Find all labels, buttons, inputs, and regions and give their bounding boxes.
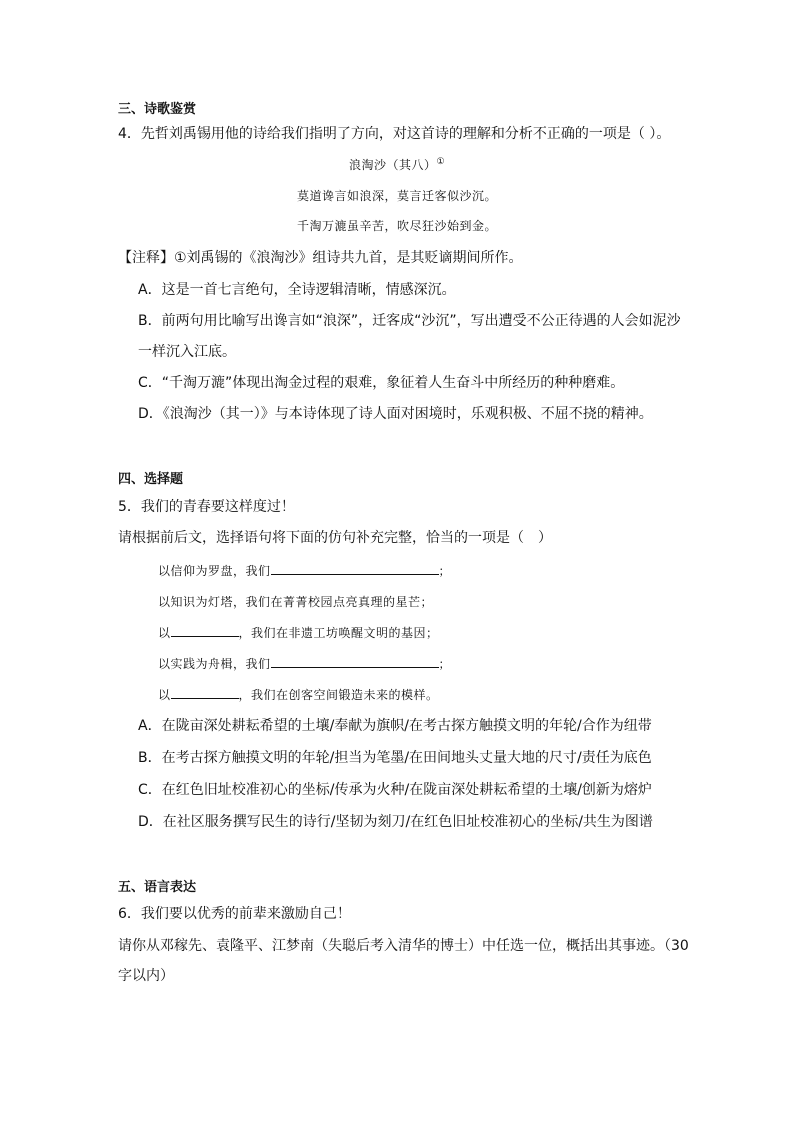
question-4-stem: 4．先哲刘禹锡用他的诗给我们指明了方向，对这首诗的理解和分析不正确的一项是（ ）。 xyxy=(118,126,671,142)
parallel-sentence-4 xyxy=(158,655,451,673)
question-5-instruction: 请根据前后文，选择语句将下面的仿句补充完整，恰当的一项是（ ） xyxy=(118,530,552,546)
poem-line-1: 莫道谗言如浪深，莫言迁客似沙沉。 xyxy=(296,189,497,203)
q5-option-a: A．在陇亩深处耕耘希望的土壤/奉献为旗帜/在考古探方触摸文明的年轮/合作为纽带 xyxy=(138,718,652,734)
sentence-1-end: ； xyxy=(438,564,452,578)
parallel-sentence-1 xyxy=(158,562,451,580)
answer-blank-2 xyxy=(171,624,239,637)
question-6-instruction: 请你从邓稼先、袁隆平、江梦南（失聪后考入清华的博士）中任选一位，概括出其事迹。（30 xyxy=(118,938,689,954)
section-heading-choice: 四、选择题 xyxy=(118,472,184,487)
sentence-4-start: 以实践为舟楫，我们 xyxy=(158,657,271,671)
q4-option-b-continued: 一样沉入江底。 xyxy=(138,344,236,360)
q4-option-c: C．“千淘万漉”体现出淘金过程的艰难，象征着人生奋斗中所经历的种种磨难。 xyxy=(138,375,625,391)
sentence-5-start: 以 xyxy=(158,688,171,702)
q5-option-c: C．在红色旧址校准初心的坐标/传承为火种/在陇亩深处耕耘希望的土壤/创新为熔炉 xyxy=(138,782,652,798)
sentence-1-start: 以信仰为罗盘，我们 xyxy=(158,564,271,578)
q4-option-a: A．这是一首七言绝句，全诗逻辑清晰，情感深沉。 xyxy=(138,282,456,298)
sentence-3-start: 以 xyxy=(158,626,171,640)
poem-line-2: 千淘万漉虽辛苦，吹尽狂沙始到金。 xyxy=(296,219,497,233)
sentence-3-end: ，我们在非遗工坊唤醒文明的基因； xyxy=(238,626,439,640)
section-heading-expression: 五、语言表达 xyxy=(118,880,197,895)
poem-note-mark: ① xyxy=(436,157,446,167)
sentence-4-end: ； xyxy=(438,657,452,671)
poem-title-text: 浪淘沙（其八） xyxy=(348,158,437,172)
sentence-5-end: ，我们在创客空间锻造未来的模样。 xyxy=(238,688,439,702)
parallel-sentence-2: 以知识为灯塔，我们在菁菁校园点亮真理的星芒； xyxy=(158,595,434,609)
answer-blank-3 xyxy=(271,655,439,668)
q4-option-b: B．前两句用比喻写出谗言如“浪深”，迁客成“沙沉”，写出遭受不公正待遇的人会如泥沙 xyxy=(138,313,681,329)
q5-option-d: D．在社区服务撰写民生的诗行/坚韧为刻刀/在红色旧址校准初心的坐标/共生为图谱 xyxy=(138,814,653,830)
question-6-stem: 6．我们要以优秀的前辈来激励自己！ xyxy=(118,906,351,922)
section-heading-poetry: 三、诗歌鉴赏 xyxy=(118,102,197,117)
parallel-sentence-3 xyxy=(158,624,439,642)
question-5-stem: 5．我们的青春要这样度过！ xyxy=(118,499,295,515)
answer-blank-1 xyxy=(271,562,439,575)
q5-option-b: B．在考古探方触摸文明的年轮/担当为笔墨/在田间地头丈量大地的尺寸/责任为底色 xyxy=(138,750,652,766)
poem-title xyxy=(0,152,794,175)
poem-annotation: 【注释】①刘禹锡的《浪淘沙》组诗共九首，是其贬谪期间所作。 xyxy=(118,250,523,266)
q4-option-d: D．《浪淘沙（其一）》与本诗体现了诗人面对困境时，乐观积极、不屈不挠的精神。 xyxy=(138,406,653,422)
question-6-instruction-continued: 字以内） xyxy=(118,968,174,984)
parallel-sentence-5 xyxy=(158,686,439,704)
answer-blank-4 xyxy=(171,686,239,699)
